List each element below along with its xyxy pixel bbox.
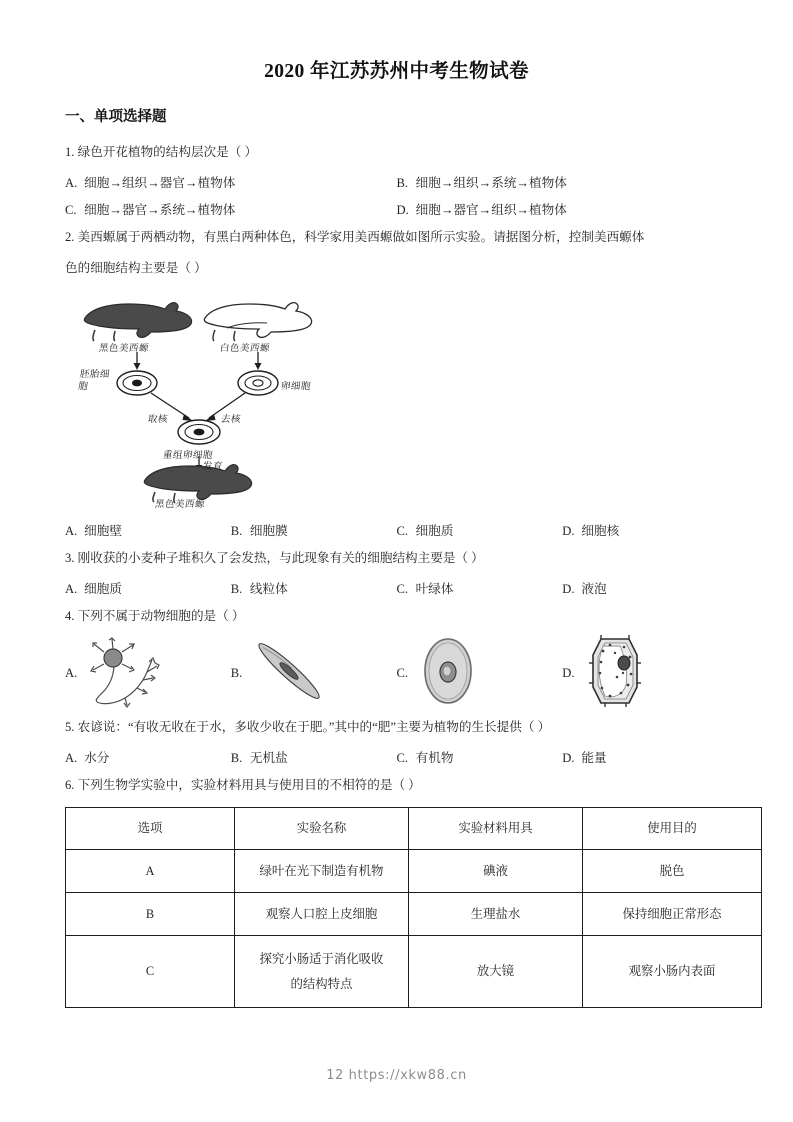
section-heading: 一、单项选择题 xyxy=(65,109,167,125)
page-title: 2020 年江苏苏州中考生物试卷 xyxy=(264,61,529,82)
option-4-D[interactable] xyxy=(562,633,728,713)
option-3-A-label: A. xyxy=(65,582,78,596)
diagram-arrows-top xyxy=(134,352,262,370)
option-5-A-text: 水分 xyxy=(84,751,110,765)
axolotl-nuclear-transfer-diagram xyxy=(77,290,327,508)
option-1-A-label: A. xyxy=(65,176,78,190)
table-cell-purpose-b: 保持细胞正常形态 xyxy=(583,893,762,936)
label-egg-cell: 卵细胞 xyxy=(280,381,312,392)
option-3-C[interactable] xyxy=(397,576,563,603)
option-5-C[interactable] xyxy=(397,745,563,772)
neuron-cell-image xyxy=(81,634,173,712)
option-2-B-label: B. xyxy=(230,524,243,538)
option-1-D-text: 细胞→器官→组织→植物体 xyxy=(415,203,567,217)
question-5-stem: 5. 农谚说：“有收无收在于水，多收少收在于肥。”其中的“肥”主要为植物的生长提供（ ） xyxy=(65,720,551,734)
table-header-option: 选项 xyxy=(66,808,235,850)
option-2-B[interactable] xyxy=(231,518,397,545)
label-black-axolotl-top: 黑色美西螈 xyxy=(98,343,150,354)
experiment-table xyxy=(65,807,762,1008)
question-2-stem-line1: 2. 美西螈属于两栖动物，有黑白两种体色，科学家用美西螈做如图所示实验。请据图分析，控制美西螈体 xyxy=(65,230,645,244)
option-3-B[interactable] xyxy=(231,576,397,603)
option-1-B-label: B. xyxy=(396,176,409,190)
option-5-D[interactable] xyxy=(562,745,728,772)
table-header-row xyxy=(66,808,762,850)
table-header-materials: 实验材料用具 xyxy=(409,808,583,850)
option-3-A-text: 细胞质 xyxy=(84,582,122,596)
embryo-cell-art xyxy=(117,371,157,395)
option-4-C-label: C. xyxy=(396,665,409,680)
question-1-options-row-1 xyxy=(65,170,728,197)
table-cell-material-c: 放大镜 xyxy=(409,936,583,1008)
question-1-stem: 1. 绿色开花植物的结构层次是（ ） xyxy=(65,145,258,159)
option-3-A[interactable] xyxy=(65,576,231,603)
spindle-muscle-cell-image xyxy=(246,634,332,712)
option-1-A[interactable] xyxy=(65,170,397,197)
table-row xyxy=(66,850,762,893)
table-header-experiment-name: 实验名称 xyxy=(235,808,409,850)
table-cell-purpose-a: 脱色 xyxy=(583,850,762,893)
table-cell-option-b: B xyxy=(66,893,235,936)
oval-animal-cell-image xyxy=(412,634,484,712)
question-2-stem-line2: 色的细胞结构主要是（ ） xyxy=(65,261,207,275)
option-2-D[interactable] xyxy=(562,518,728,545)
label-recombinant-egg-cell: 重组卵细胞 xyxy=(162,450,214,461)
axolotl-diagram-svg xyxy=(77,290,327,508)
page-content xyxy=(65,55,728,1008)
option-3-B-text: 线粒体 xyxy=(249,582,288,596)
table-cell-name-c xyxy=(235,936,409,1008)
table-row xyxy=(66,893,762,936)
question-4-stem: 4. 下列不属于动物细胞的是（ ） xyxy=(65,609,245,623)
label-white-axolotl-top: 白色美西螈 xyxy=(219,343,271,354)
label-take-nucleus: 取核 xyxy=(147,414,169,425)
option-1-C-label: C. xyxy=(65,203,77,217)
label-develop: 发育 xyxy=(202,461,224,472)
option-2-B-text: 细胞膜 xyxy=(249,524,288,538)
option-1-D[interactable] xyxy=(397,197,729,224)
question-2-options-row xyxy=(65,518,728,545)
option-5-C-text: 有机物 xyxy=(415,751,454,765)
recombinant-egg-cell-art xyxy=(178,420,220,444)
table-cell-name-c-line1: 探究小肠适于消化吸收 xyxy=(259,951,384,966)
option-3-D-label: D. xyxy=(562,582,575,596)
option-3-D[interactable] xyxy=(562,576,728,603)
label-embryo-cell: 胚胎细胞 xyxy=(77,369,111,392)
table-cell-name-b: 观察人口腔上皮细胞 xyxy=(235,893,409,936)
option-2-A-text: 细胞壁 xyxy=(84,524,122,538)
option-5-B-label: B. xyxy=(230,751,243,765)
option-1-D-label: D. xyxy=(396,203,409,217)
option-2-A[interactable] xyxy=(65,518,231,545)
option-4-D-label: D. xyxy=(562,665,575,680)
option-5-C-label: C. xyxy=(396,751,409,765)
option-2-A-label: A. xyxy=(65,524,78,538)
table-cell-purpose-c: 观察小肠内表面 xyxy=(583,936,762,1008)
question-5-options-row xyxy=(65,745,728,772)
table-cell-material-b: 生理盐水 xyxy=(409,893,583,936)
question-3-stem: 3. 刚收获的小麦种子堆积久了会发热，与此现象有关的细胞结构主要是（ ） xyxy=(65,551,484,565)
option-5-B-text: 无机盐 xyxy=(249,751,288,765)
option-2-C-label: C. xyxy=(396,524,409,538)
label-black-axolotl-bottom: 黑色美西螈 xyxy=(154,499,206,510)
page-footer: 12 https://xkw88.cn xyxy=(326,1068,467,1083)
table-header-purpose: 使用目的 xyxy=(583,808,762,850)
option-2-D-label: D. xyxy=(562,524,575,538)
option-1-B-text: 细胞→组织→系统→植物体 xyxy=(415,176,567,190)
black-axolotl-top-art xyxy=(84,303,191,341)
option-3-B-label: B. xyxy=(230,582,243,596)
option-1-A-text: 细胞→组织→器官→植物体 xyxy=(84,176,236,190)
option-3-C-text: 叶绿体 xyxy=(415,582,454,596)
option-5-B[interactable] xyxy=(231,745,397,772)
option-5-D-label: D. xyxy=(562,751,575,765)
label-remove-nucleus: 去核 xyxy=(220,414,242,425)
question-3-options-row xyxy=(65,576,728,603)
option-4-C[interactable] xyxy=(397,634,563,712)
option-2-D-text: 细胞核 xyxy=(581,524,620,538)
plant-cell-image xyxy=(579,633,651,713)
option-1-C[interactable] xyxy=(65,197,397,224)
table-cell-material-a: 碘液 xyxy=(409,850,583,893)
table-cell-option-c: C xyxy=(66,936,235,1008)
option-4-B-label: B. xyxy=(230,665,243,680)
option-3-D-text: 液泡 xyxy=(581,582,607,596)
table-row xyxy=(66,936,762,1008)
option-2-C-text: 细胞质 xyxy=(415,524,454,538)
option-1-B[interactable] xyxy=(397,170,729,197)
question-1-options-row-2 xyxy=(65,197,728,224)
option-4-A[interactable] xyxy=(65,634,231,712)
option-2-C[interactable] xyxy=(397,518,563,545)
option-4-B[interactable] xyxy=(231,634,397,712)
option-5-D-text: 能量 xyxy=(581,751,607,765)
question-6-stem: 6. 下列生物学实验中，实验材料用具与使用目的不相符的是（ ） xyxy=(65,778,421,792)
option-1-C-text: 细胞→器官→系统→植物体 xyxy=(84,203,236,217)
option-4-A-label: A. xyxy=(65,665,78,680)
option-5-A[interactable] xyxy=(65,745,231,772)
option-5-A-label: A. xyxy=(65,751,78,765)
table-cell-option-a: A xyxy=(66,850,235,893)
table-cell-name-a: 绿叶在光下制造有机物 xyxy=(235,850,409,893)
table-cell-name-c-line2: 的结构特点 xyxy=(290,976,353,991)
question-4-image-options-row xyxy=(65,634,728,712)
egg-cell-art xyxy=(238,371,278,395)
option-3-C-label: C. xyxy=(396,582,409,596)
white-axolotl-top-art xyxy=(204,303,311,341)
